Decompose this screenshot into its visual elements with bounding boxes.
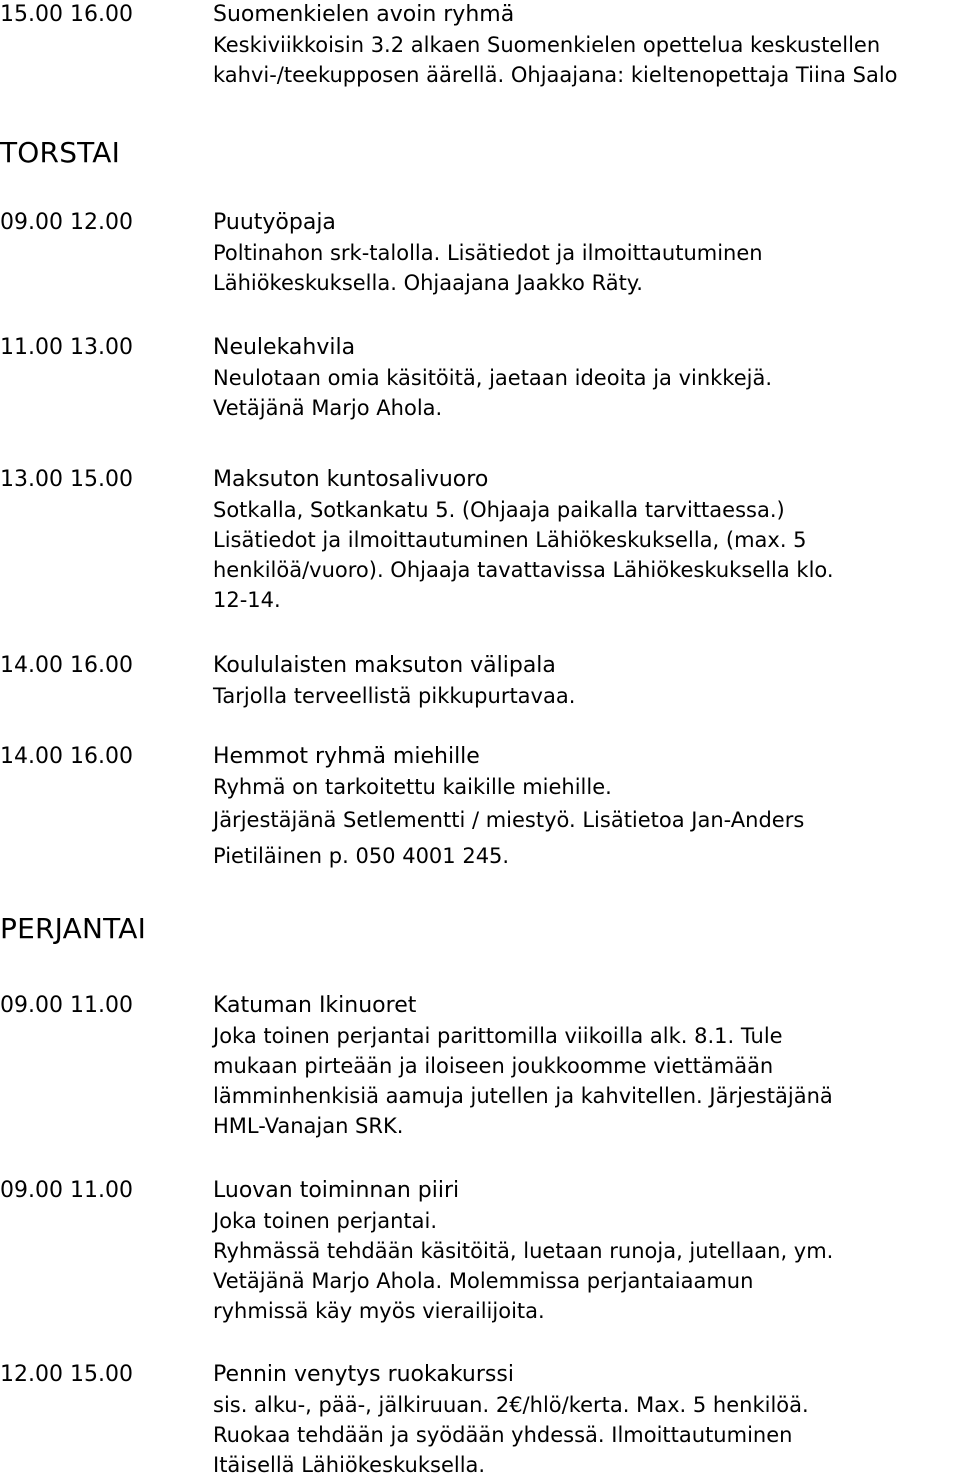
entry-description-line: 12-14. xyxy=(213,588,281,612)
entry-description-line: mukaan pirteään ja iloiseen joukkoomme viettämään xyxy=(213,1054,774,1078)
entry-time: 14.00 16.00 xyxy=(0,744,133,769)
entry-time: 15.00 16.00 xyxy=(0,2,133,27)
entry-description-line: Joka toinen perjantai parittomilla viikoilla alk. 8.1. Tule xyxy=(213,1024,783,1048)
entry-time: 11.00 13.00 xyxy=(0,335,133,360)
entry-description-line: Vetäjänä Marjo Ahola. xyxy=(213,396,443,420)
entry-title: Pennin venytys ruokakurssi xyxy=(213,1362,514,1387)
entry-body xyxy=(213,1360,958,1480)
entry-body xyxy=(213,651,958,711)
entry-description-line: lämminhenkisiä aamuja jutellen ja kahvitellen. Järjestäjänä xyxy=(213,1084,833,1108)
entry-body xyxy=(213,465,958,615)
entry-description-line: Lisätiedot ja ilmoittautuminen Lähiökeskuksella, (max. 5 xyxy=(213,528,807,552)
entry-description-line: kahvi-/teekupposen äärellä. Ohjaajana: kieltenopettaja Tiina Salo xyxy=(213,63,898,87)
day-heading-thursday: TORSTAI xyxy=(0,136,121,169)
entry-body xyxy=(213,1176,958,1326)
entry-title: Puutyöpaja xyxy=(213,210,336,235)
entry-title: Maksuton kuntosalivuoro xyxy=(213,467,489,492)
entry-body xyxy=(213,0,958,90)
entry-description-line: Ruokaa tehdään ja syödään yhdessä. Ilmoittautuminen xyxy=(213,1423,793,1447)
entry-title: Katuman Ikinuoret xyxy=(213,993,417,1018)
entry-description-line: Järjestäjänä Setlementti / miestyö. Lisätietoa Jan-Anders xyxy=(213,808,805,832)
entry-title: Koululaisten maksuton välipala xyxy=(213,653,556,678)
entry-title: Hemmot ryhmä miehille xyxy=(213,744,480,769)
entry-title: Neulekahvila xyxy=(213,335,356,360)
day-heading-friday: PERJANTAI xyxy=(0,912,147,945)
entry-description-line: Poltinahon srk-talolla. Lisätiedot ja ilmoittautuminen xyxy=(213,241,763,265)
entry-body xyxy=(213,742,958,874)
entry-body xyxy=(213,991,958,1141)
entry-description-line: Tarjolla terveellistä pikkupurtavaa. xyxy=(213,684,576,708)
entry-description-line: sis. alku-, pää-, jälkiruuan. 2€/hlö/kerta. Max. 5 henkilöä. xyxy=(213,1393,809,1417)
entry-body xyxy=(213,333,958,423)
entry-title: Suomenkielen avoin ryhmä xyxy=(213,2,515,27)
entry-description-line: ryhmissä käy myös vierailijoita. xyxy=(213,1299,545,1323)
entry-title: Luovan toiminnan piiri xyxy=(213,1178,460,1203)
entry-description-line: Vetäjänä Marjo Ahola. Molemmissa perjantaiaamun xyxy=(213,1269,754,1293)
entry-time: 09.00 11.00 xyxy=(0,1178,133,1203)
entry-description-line: Sotkalla, Sotkankatu 5. (Ohjaaja paikalla tarvittaessa.) xyxy=(213,498,785,522)
entry-time: 09.00 11.00 xyxy=(0,993,133,1018)
entry-description-line: Pietiläinen p. 050 4001 245. xyxy=(213,844,510,868)
entry-description-line: Ryhmässä tehdään käsitöitä, luetaan runoja, jutellaan, ym. xyxy=(213,1239,834,1263)
entry-body xyxy=(213,208,958,298)
entry-description-line: Keskiviikkoisin 3.2 alkaen Suomenkielen opettelua keskustellen xyxy=(213,33,881,57)
entry-description-line: Itäisellä Lähiökeskuksella. xyxy=(213,1453,486,1477)
entry-description-line: henkilöä/vuoro). Ohjaaja tavattavissa Lähiökeskuksella klo. xyxy=(213,558,834,582)
entry-time: 13.00 15.00 xyxy=(0,467,133,492)
entry-description-line: Lähiökeskuksella. Ohjaajana Jaakko Räty. xyxy=(213,271,643,295)
entry-time: 14.00 16.00 xyxy=(0,653,133,678)
entry-description-line: Joka toinen perjantai. xyxy=(213,1209,438,1233)
entry-description-line: HML-Vanajan SRK. xyxy=(213,1114,404,1138)
entry-time: 12.00 15.00 xyxy=(0,1362,133,1387)
entry-description-line: Ryhmä on tarkoitettu kaikille miehille. xyxy=(213,775,612,799)
entry-description-line: Neulotaan omia käsitöitä, jaetaan ideoita ja vinkkejä. xyxy=(213,366,773,390)
entry-time: 09.00 12.00 xyxy=(0,210,133,235)
